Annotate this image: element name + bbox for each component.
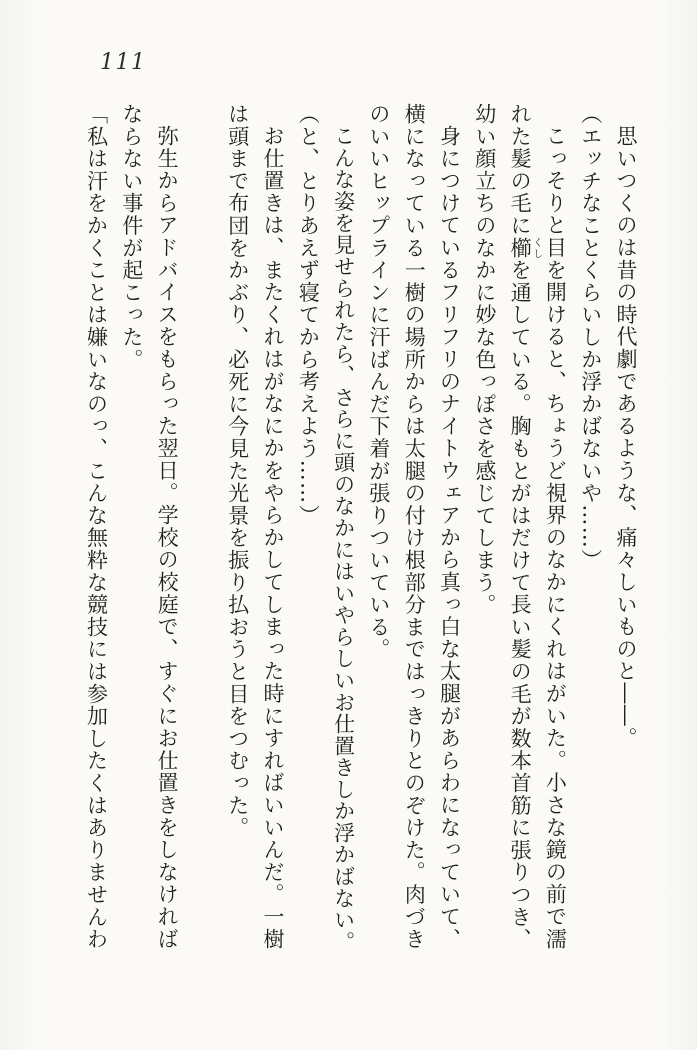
para-9: 「私は汗をかくことは嫌いなのっ、こんな無粋な競技には参加したくはありませんわ	[84, 103, 109, 951]
para-1: 思いつくのは昔の時代劇であるような、痛々しいものと――。	[614, 125, 638, 750]
ruby-annotated-text: 櫛くし	[508, 236, 542, 260]
page-number: 111	[100, 50, 147, 75]
para-7: お仕置きは、またくれはがなにかをやらかしてしまった時にすればいいんだ。一樹は頭まで布団をかぶり、必死に今見た光景を振り払おうと目をつむった。	[225, 103, 286, 951]
para-4: 身につけているフリフリのナイトウェアから真っ白な太腿があらわになっていて、横になっている一樹の場所からは太腿の付け根部分まではっきりとのぞけた。肉づきのいいヒップラインに汗ばんだ下着が張りついている。	[366, 103, 462, 951]
para-3: こっそりと目を開けると、ちょうど視界のなかにくれはがいた。小さな鏡の前で濡れた髪の毛に櫛くしを通している。胸もとがはだけて長い髪の毛が数本首筋に張りつき、幼い顔立ちのなかに妙な色っぽさを感じてしまう。	[472, 103, 568, 951]
para-6: （と、とりあえず寝てから考えよう……）	[296, 103, 321, 527]
para-5: こんな姿を見せられたら、さらに頭のなかにはいやらしいお仕置きしか浮かばない。	[331, 125, 356, 953]
para-2: （エッチなことくらいしか浮かばないや……）	[578, 103, 603, 572]
text-body	[75, 103, 643, 956]
para-8: 弥生からアドバイスをもらった翌日。学校の校庭で、すぐにお仕置きをしなければならない事件が起こった。	[119, 103, 180, 951]
